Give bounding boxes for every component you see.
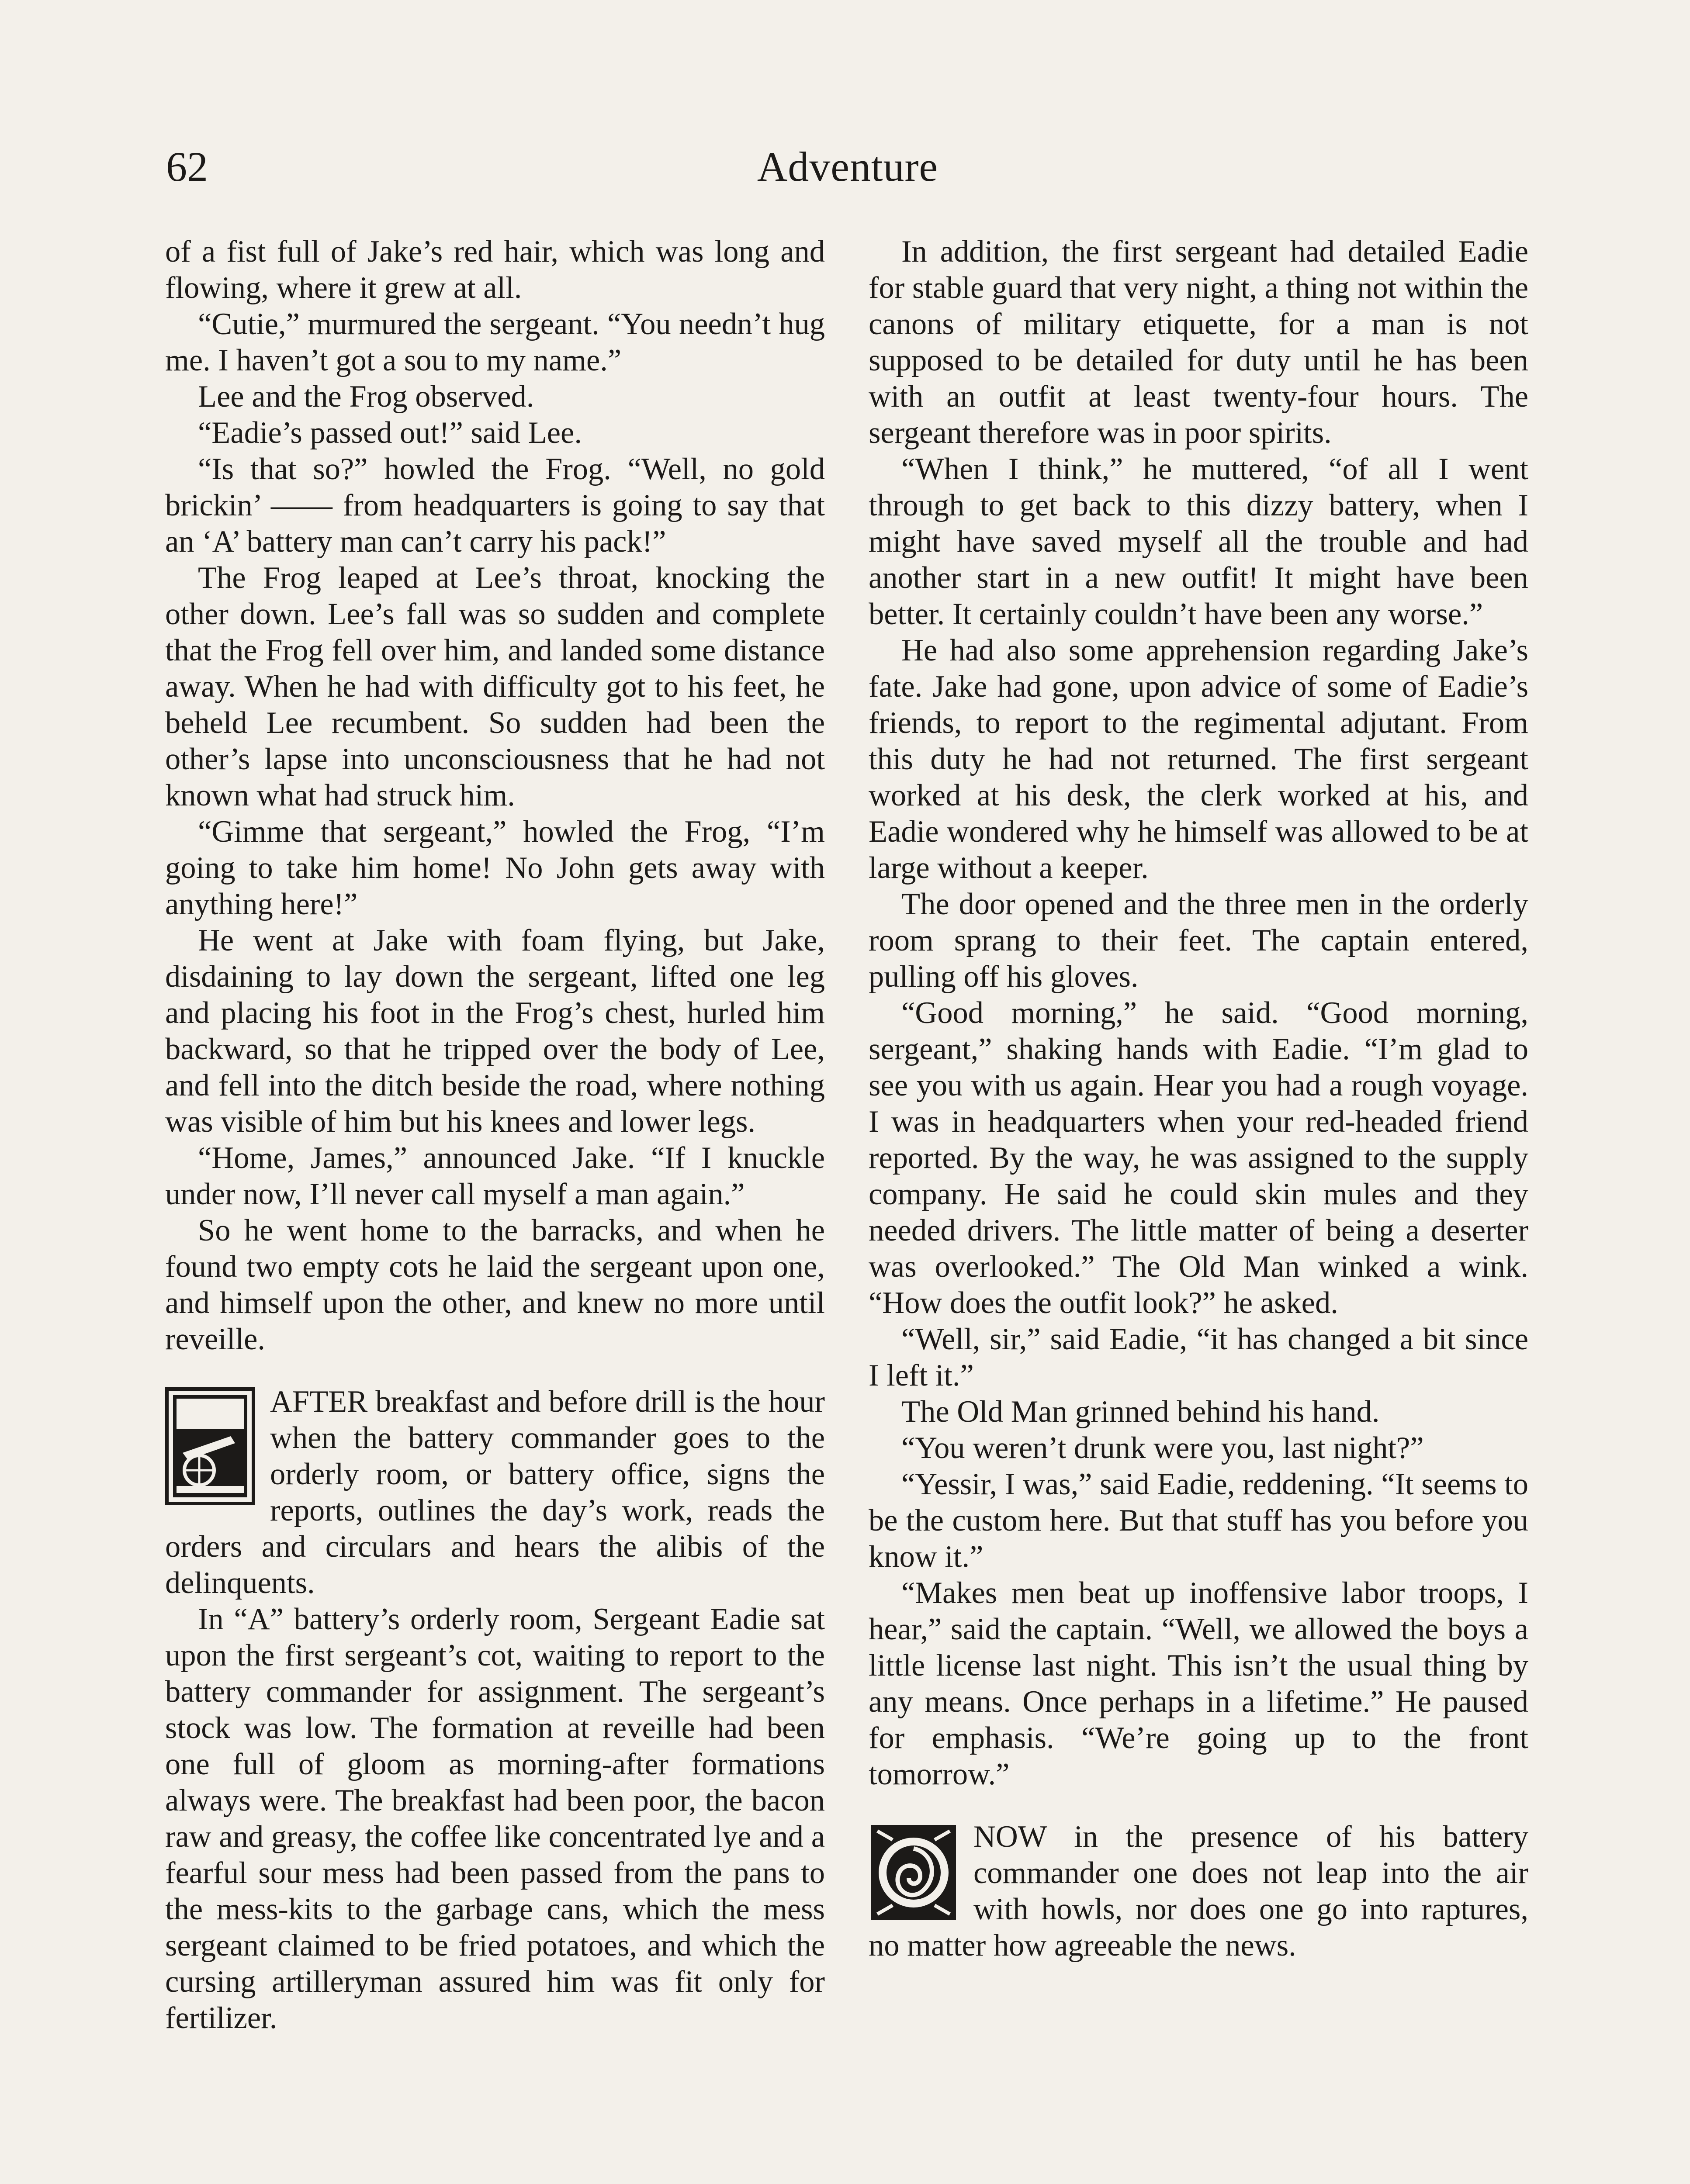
section-break <box>165 1358 825 1384</box>
paragraph: The door opened and the three men in the orderly room sprang to their feet. The captain entered, pulling off his gloves. <box>869 887 1528 994</box>
paragraph: “Home, James,” announced Jake. “If I knuckle under now, I’ll never call myself a man again.” <box>165 1141 825 1211</box>
page-header <box>166 141 1529 202</box>
paragraph: “Is that so?” howled the Frog. “Well, no gold brickin’ —— from headquarters is going to say that an ‘A’ battery man can’t carry his pack!” <box>165 452 825 559</box>
paragraph: “You weren’t drunk were you, last night?” <box>901 1431 1424 1465</box>
paragraph: “Well, sir,” said Eadie, “it has changed a bit since I left it.” <box>869 1322 1528 1393</box>
paragraph: “When I think,” he muttered, “of all I went through to get back to this dizzy battery, when I might have saved myself all the trouble and had another start in a new outfit! It might have been better. It certainly couldn’t have been any worse.” <box>869 452 1528 631</box>
paragraph: “Yessir, I was,” said Eadie, reddening. “It seems to be the custom here. But that stuff has you before you know it.” <box>869 1467 1528 1574</box>
paragraph: The Old Man grinned behind his hand. <box>901 1395 1380 1429</box>
paragraph: “Good morning,” he said. “Good morning, sergeant,” shaking hands with Eadie. “I’m glad to see you with us again. Hear you had a rough voyage. I was in headquarters when your red-headed friend reported. By the way, he was assigned to the supply company. He said he could skin mules and they needed drivers. The little matter of being a deserter was overlooked.” The Old Man winked a wink. “How does the outfit look?” he asked. <box>869 996 1528 1320</box>
paragraph: “Gimme that sergeant,” howled the Frog, “I’m going to take him home! No John gets away with anything here!” <box>165 815 825 921</box>
rose-ornament-icon <box>869 1822 959 1923</box>
right-column <box>869 234 1528 1964</box>
left-column <box>165 234 825 2036</box>
paragraph: “Makes men beat up inoffensive labor troops, I hear,” said the captain. “Well, we allowed the boys a little license last night. This isn’t the usual thing by any means. Once perhaps in a lifetime.” He paused for emphasis. “We’re going up to the front tomorrow.” <box>869 1576 1528 1791</box>
paragraph: In addition, the first sergeant had detailed Eadie for stable guard that very night, a thing not within the canons of military etiquette, for a man is not supposed to be detailed for duty until he has been with an outfit at least twenty-four hours. The sergeant therefore was in poor spirits. <box>869 235 1528 450</box>
cannon-illustration-icon <box>165 1387 255 1505</box>
section-opening-paragraph: AFTER breakfast and before drill is the hour when the battery commander goes to the orderly room, or battery office, signs the reports, outlines the day’s work, reads the orders and circulars and hears the alibis of the delinquents. <box>165 1385 825 1600</box>
section-break <box>869 1793 1528 1819</box>
paragraph: So he went home to the barracks, and when he found two empty cots he laid the sergeant upon one, and himself upon the other, and knew no more until reveille. <box>165 1213 825 1356</box>
paragraph: In “A” battery’s orderly room, Sergeant Eadie sat upon the first sergeant’s cot, waiting to report to the battery commander for assignment. The sergeant’s stock was low. The formation at reveille had been one full of gloom as morning-after formations always were. The breakfast had been poor, the bacon raw and greasy, the coffee like concentrated lye and a fearful sour mess had been passed from the pans to the mess-kits to the garbage cans, which the mess sergeant claimed to be fried potatoes, and which the cursing artilleryman assured him was fit only for fertilizer. <box>165 1602 825 2035</box>
paragraph: He had also some apprehension regarding Jake’s fate. Jake had gone, upon advice of some of Eadie’s friends, to report to the regimental adjutant. From this duty he had not returned. The first sergeant worked at his desk, the clerk worked at his, and Eadie wondered why he himself was allowed to be at large without a keeper. <box>869 633 1528 885</box>
paragraph: “Eadie’s passed out!” said Lee. <box>198 416 582 450</box>
paragraph: The Frog leaped at Lee’s throat, knocking the other down. Lee’s fall was so sudden and complete that the Frog fell over him, and landed some distance away. When he had with difficulty got to his feet, he beheld Lee recumbent. So sudden had been the other’s lapse into unconsciousness that he had not known what had struck him. <box>165 561 825 812</box>
page-number: 62 <box>166 143 208 190</box>
paragraph: “Cutie,” murmured the sergeant. “You needn’t hug me. I haven’t got a sou to my name.” <box>165 307 825 377</box>
paragraph: Lee and the Frog observed. <box>198 380 534 414</box>
paragraph: of a fist full of Jake’s red hair, which was long and flowing, where it grew at all. <box>165 235 825 305</box>
paragraph: He went at Jake with foam flying, but Jake, disdaining to lay down the sergeant, lifted one leg and placing his foot in the Frog’s chest, hurled him backward, so that he tripped over the body of Lee, and fell into the ditch beside the road, where nothing was visible of him but his knees and lower legs. <box>165 923 825 1139</box>
section-opening-paragraph: NOW in the presence of his battery commander one does not leap into the air with howls, nor does one go into raptures, no matter how agreeable the news. <box>869 1820 1528 1963</box>
magazine-title: Adventure <box>757 143 939 190</box>
